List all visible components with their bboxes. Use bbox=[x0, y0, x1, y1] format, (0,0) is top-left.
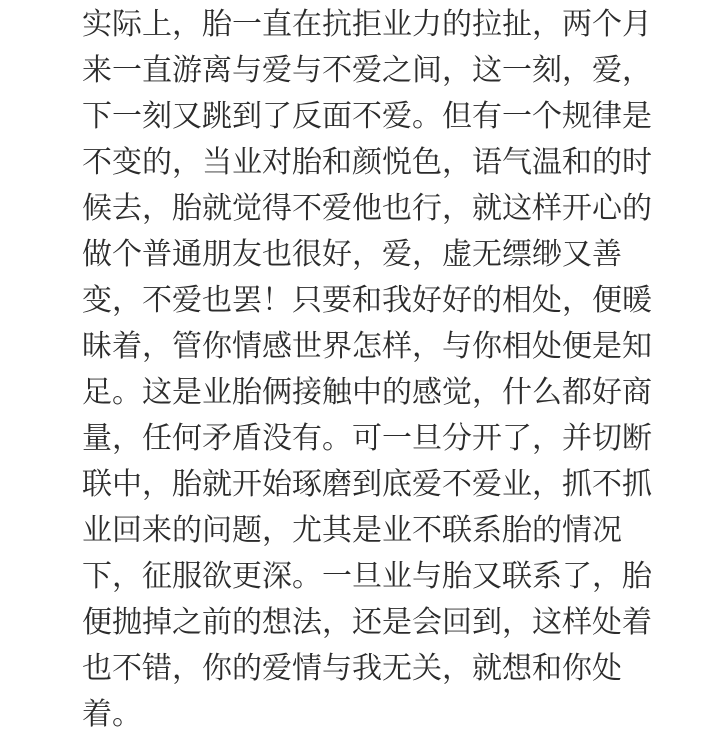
text-line-1: 实际上，胎一直在抗拒业力的拉扯，两个月 bbox=[82, 7, 652, 42]
text-line-14: 便抛掉之前的想法，还是会回到，这样处着 bbox=[82, 605, 652, 640]
text-line-6: 做个普通朋友也很好，爱，虚无缥缈又善 bbox=[82, 237, 622, 272]
text-line-15: 也不错，你的爱情与我无关，就想和你处 bbox=[82, 651, 622, 686]
text-line-16: 着。 bbox=[82, 697, 142, 732]
text-line-4: 不变的，当业对胎和颜悦色，语气温和的时 bbox=[82, 145, 652, 180]
text-line-12: 业回来的问题，尤其是业不联系胎的情况 bbox=[82, 513, 622, 548]
text-line-13: 下，征服欲更深。一旦业与胎又联系了，胎 bbox=[82, 559, 652, 594]
text-line-8: 昧着，管你情感世界怎样，与你相处便是知 bbox=[82, 329, 652, 364]
text-line-7: 变，不爱也罢！只要和我好好的相处，便暖 bbox=[82, 283, 652, 318]
text-line-2: 来一直游离与爱与不爱之间，这一刻，爱， bbox=[82, 53, 652, 88]
text-line-3: 下一刻又跳到了反面不爱。但有一个规律是 bbox=[82, 99, 652, 134]
text-line-5: 候去，胎就觉得不爱他也行，就这样开心的 bbox=[82, 191, 652, 226]
article-body bbox=[82, 0, 682, 738]
text-line-11: 联中，胎就开始琢磨到底爱不爱业，抓不抓 bbox=[82, 467, 652, 502]
text-line-9: 足。这是业胎俩接触中的感觉，什么都好商 bbox=[82, 375, 652, 410]
text-line-10: 量，任何矛盾没有。可一旦分开了，并切断 bbox=[82, 421, 652, 456]
